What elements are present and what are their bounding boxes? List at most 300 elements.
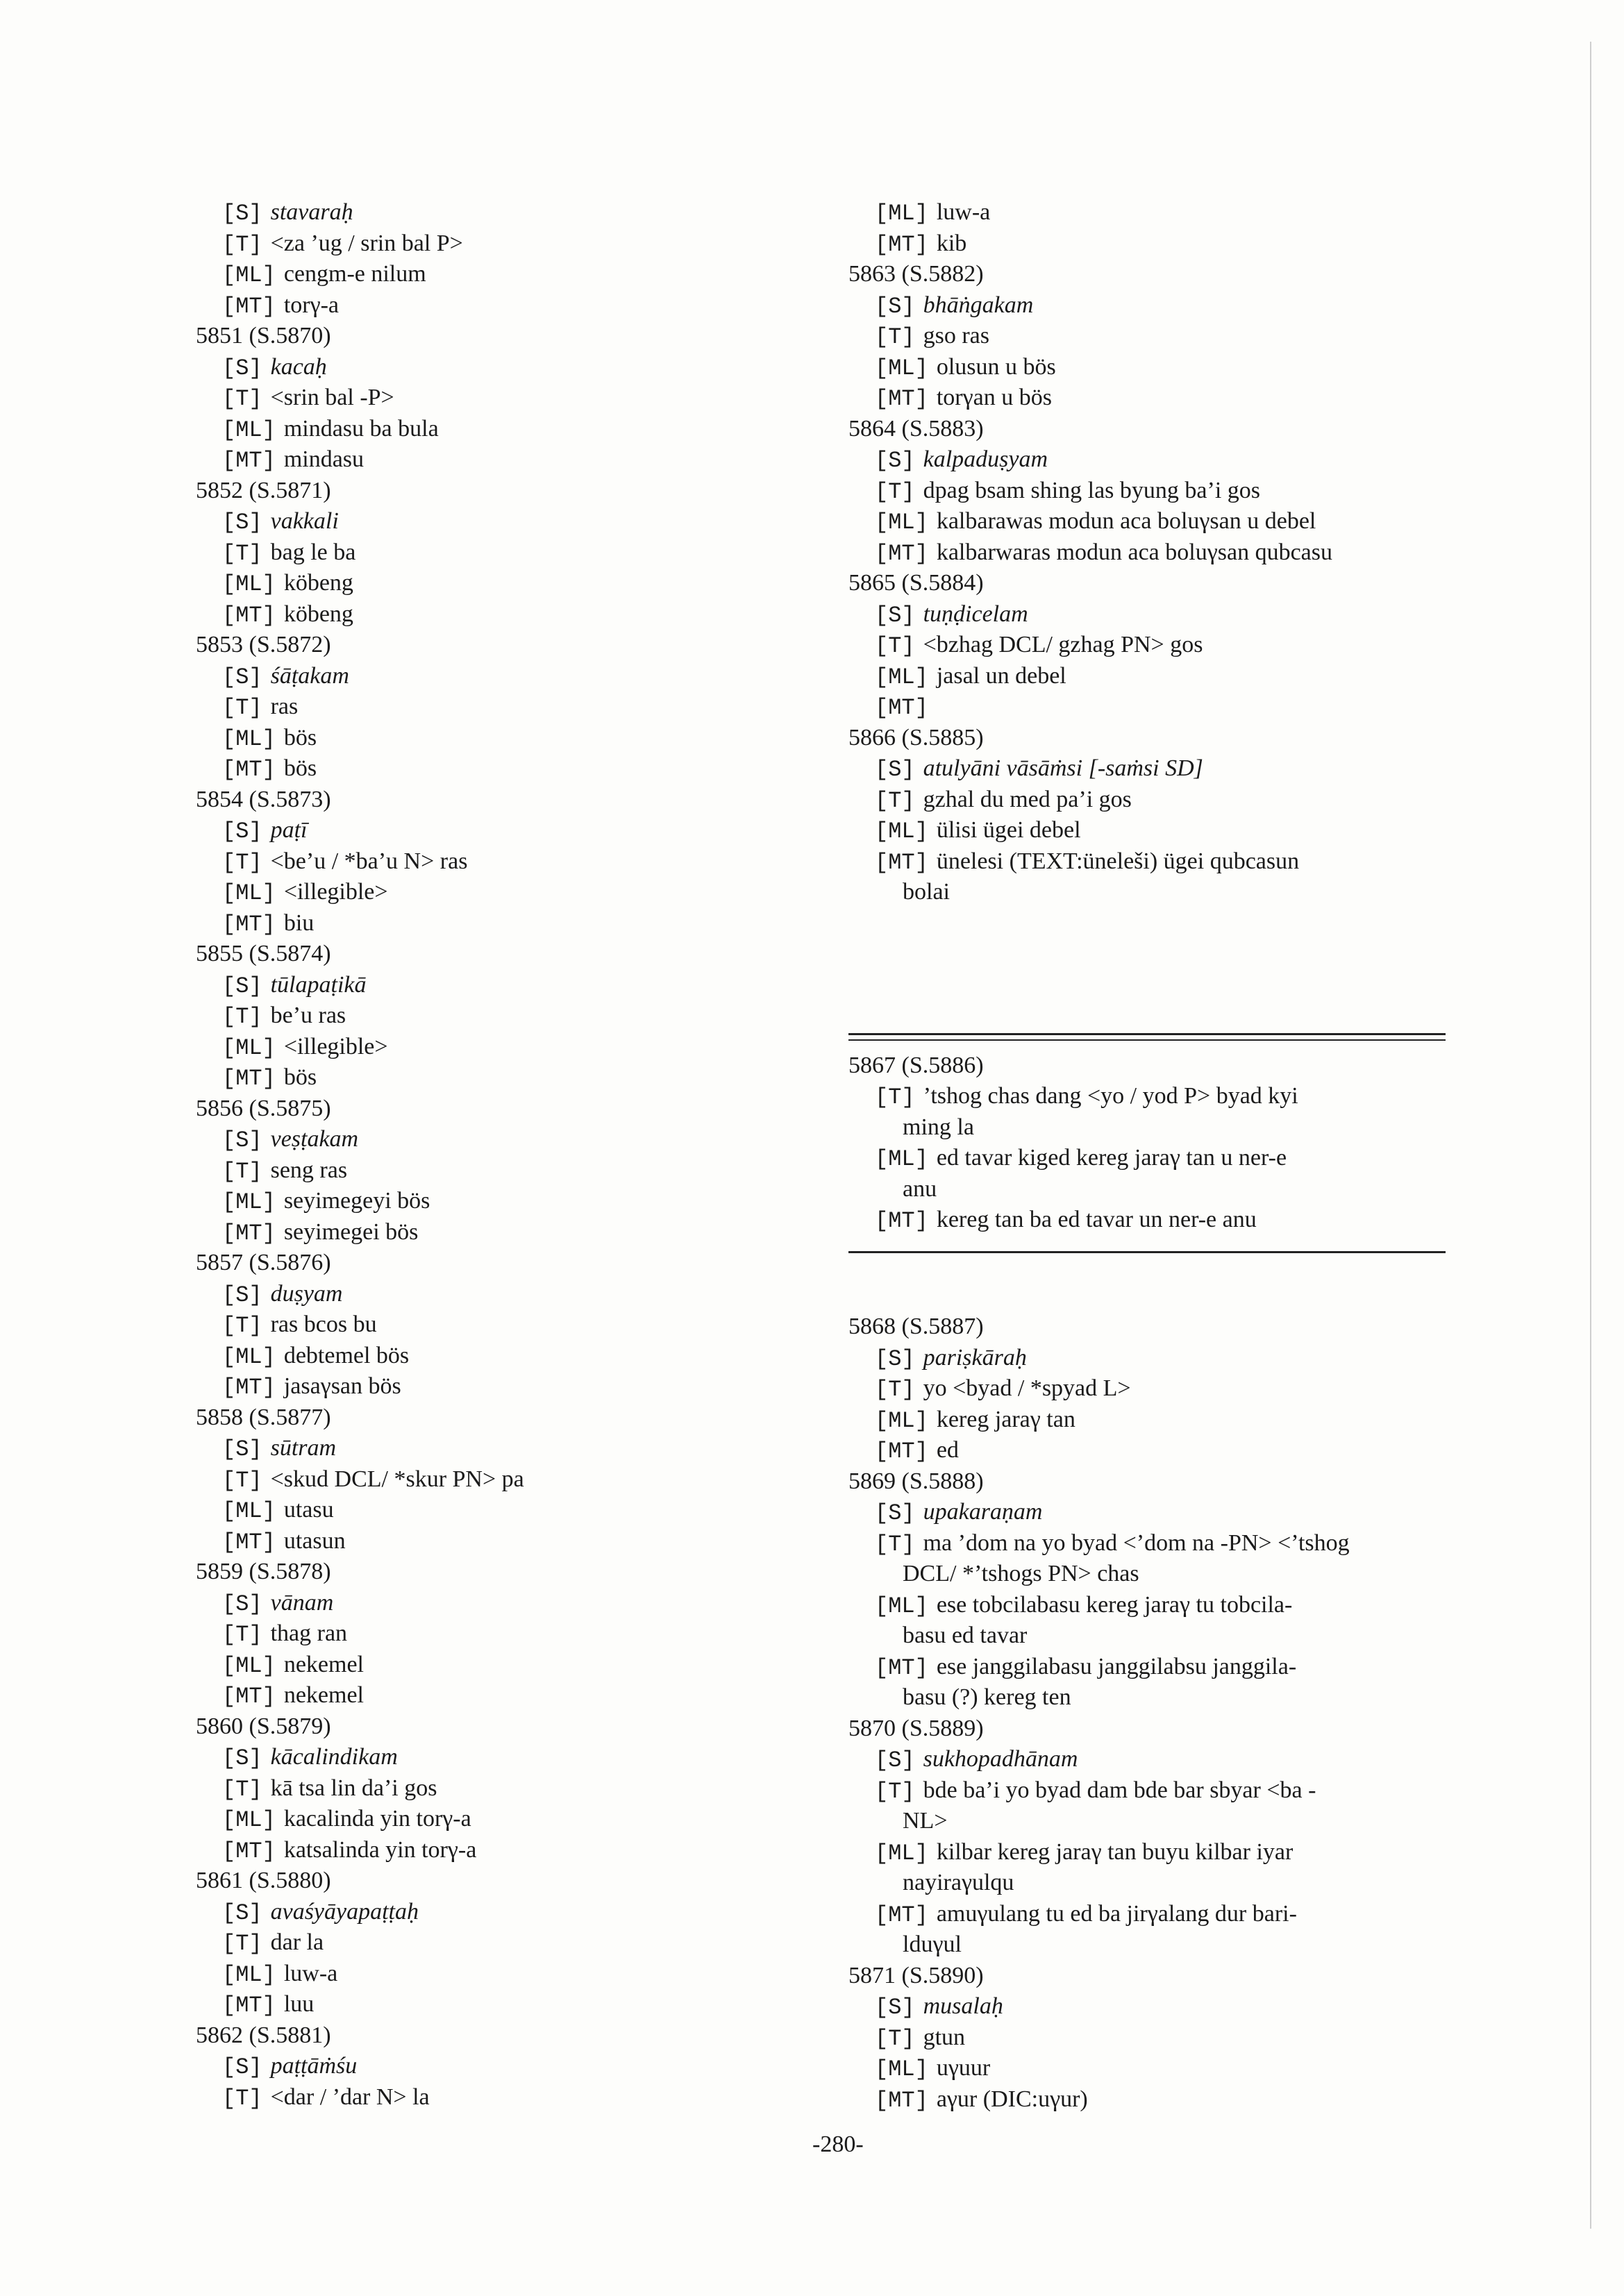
entry-field — [848, 1775, 1543, 1807]
entry-number-text: 5852 (S.5871) — [196, 477, 331, 503]
entry-field — [848, 785, 1543, 816]
entry-field — [196, 1680, 793, 1711]
field-text: seyimegeyi bös — [283, 1188, 430, 1214]
field-text: kereg jaraγ tan — [936, 1406, 1075, 1432]
field-tag: [S] — [875, 1500, 915, 1526]
single-rule — [848, 1251, 1446, 1253]
field-text: musalaḥ — [923, 1993, 1003, 2019]
field-tag: [T] — [222, 695, 262, 721]
field-text: olusun u bös — [936, 353, 1056, 380]
field-tag: [ML] — [222, 1807, 276, 1833]
entry-field — [848, 290, 1543, 321]
entry-field — [196, 2051, 793, 2082]
entry-field — [196, 259, 793, 290]
field-tag: [ML] — [875, 1407, 928, 1434]
field-text: nekemel — [283, 1682, 364, 1708]
continuation-line — [848, 1806, 1543, 1837]
entry-number-text: 5857 (S.5876) — [196, 1250, 331, 1275]
field-tag: [MT] — [222, 1684, 276, 1709]
entry-number-text: 5869 (S.5888) — [848, 1468, 984, 1494]
field-tag: [S] — [222, 510, 262, 535]
field-text: luw-a — [283, 1960, 338, 1986]
entry-number — [196, 476, 793, 507]
field-tag: [S] — [222, 664, 262, 690]
entry-field — [848, 1899, 1543, 1930]
entry-field — [848, 1528, 1543, 1559]
field-text: debtemel bös — [283, 1342, 410, 1368]
entry-field — [848, 1081, 1459, 1112]
field-text: ülisi ügei debel — [936, 817, 1081, 843]
entry-number-text: 5868 (S.5887) — [848, 1314, 984, 1339]
entry-number-text: 5866 (S.5885) — [848, 724, 984, 751]
field-tag: [T] — [875, 1778, 915, 1804]
continuation-line — [848, 1112, 1459, 1143]
field-text: mindasu — [283, 446, 365, 472]
binding-edge — [1590, 42, 1591, 2229]
field-tag: [T] — [875, 1377, 915, 1402]
entry-field — [196, 414, 793, 445]
entry-field — [848, 2084, 1543, 2115]
field-tag: [MT] — [222, 602, 276, 628]
field-tag: [MT] — [875, 231, 928, 258]
field-text: dpag bsam shing las byung ba’i gos — [923, 477, 1261, 503]
field-tag: [T] — [222, 849, 262, 875]
field-text: ming la — [903, 1114, 974, 1140]
field-text: seng ras — [270, 1157, 348, 1183]
field-tag: [MT] — [875, 540, 928, 567]
field-tag: [T] — [222, 540, 262, 567]
entry-field — [196, 692, 793, 723]
field-tag: [ML] — [222, 880, 276, 906]
continuation-line — [848, 1174, 1459, 1205]
field-text: bös — [283, 724, 317, 751]
entry-number-text: 5861 (S.5880) — [196, 1868, 331, 1893]
entry-field — [196, 1279, 793, 1310]
field-text: paṭṭāṁśu — [270, 2053, 358, 2079]
field-tag: [S] — [222, 201, 262, 226]
entry-number-text: 5856 (S.5875) — [196, 1095, 331, 1121]
field-tag: [ML] — [875, 1146, 928, 1172]
entry-field — [196, 723, 793, 754]
entry-field — [196, 1927, 793, 1959]
field-tag: [S] — [222, 1900, 262, 1926]
entry-field — [848, 1343, 1543, 1374]
entry-field — [848, 1405, 1543, 1436]
continuation-line — [848, 877, 1543, 908]
field-tag: [MT] — [222, 911, 276, 937]
field-tag: [MT] — [875, 849, 928, 875]
entry-field — [196, 1371, 793, 1402]
entry-number — [196, 2020, 793, 2052]
entry-field — [196, 1526, 793, 1557]
field-text: paṭī — [270, 817, 308, 843]
field-text: <be’u / *ba’u N> ras — [270, 848, 468, 874]
entry-number — [848, 568, 1543, 599]
entry-field — [196, 846, 793, 878]
field-text: dar la — [270, 1929, 324, 1955]
field-tag: [ML] — [222, 262, 276, 288]
entry-field — [848, 352, 1543, 383]
entry-field — [848, 2053, 1543, 2084]
entry-number — [196, 1402, 793, 1434]
field-tag: [S] — [222, 973, 262, 999]
right-column-top-entries — [848, 197, 1543, 908]
field-tag: [T] — [875, 478, 915, 505]
field-text: ras bcos bu — [270, 1312, 377, 1337]
entry-field — [196, 1433, 793, 1464]
entry-field — [848, 1435, 1543, 1466]
entry-field — [196, 444, 793, 476]
entry-field — [196, 1495, 793, 1526]
entry-field — [848, 692, 1543, 723]
entry-field — [196, 1618, 793, 1650]
field-tag: [S] — [875, 1995, 915, 2020]
entry-field — [196, 1742, 793, 1773]
field-text: pariṣkāraḥ — [923, 1344, 1027, 1371]
field-tag: [S] — [875, 1346, 915, 1372]
entry-field — [196, 908, 793, 939]
entry-field — [196, 1032, 793, 1063]
field-tag: [MT] — [222, 448, 276, 474]
field-tag: [MT] — [222, 1838, 276, 1864]
right-column-bottom-entries — [848, 1312, 1543, 2115]
entry-number-text: 5870 (S.5889) — [848, 1715, 984, 1741]
entry-number-text: 5860 (S.5879) — [196, 1713, 331, 1739]
field-text: sūtram — [270, 1435, 337, 1461]
entry-number-text: 5864 (S.5883) — [848, 415, 984, 442]
entry-field — [196, 2082, 793, 2113]
field-tag: [S] — [222, 1128, 262, 1153]
field-text: torγ-a — [283, 292, 340, 318]
entry-field — [848, 1652, 1543, 1683]
field-text: cengm-e nilum — [283, 261, 426, 287]
spacer — [848, 1281, 1543, 1312]
field-tag: [ML] — [222, 1189, 276, 1215]
field-text: katsalinda yin torγ-a — [283, 1836, 477, 1863]
field-text: <dar / ’dar N> la — [270, 2084, 430, 2110]
entry-field — [848, 1373, 1543, 1405]
field-tag: [MT] — [875, 695, 928, 721]
entry-field — [848, 1497, 1543, 1528]
entry-number-text: 5871 (S.5890) — [848, 1962, 984, 1988]
entry-number — [196, 1711, 793, 1743]
field-tag: [ML] — [222, 1343, 276, 1370]
entry-field — [848, 197, 1543, 228]
entry-field — [196, 1062, 793, 1093]
entry-field — [848, 1143, 1459, 1174]
entry-number — [848, 1713, 1543, 1745]
field-text: tūlapaṭikā — [270, 971, 367, 998]
entry-number — [848, 1312, 1543, 1343]
entry-number — [848, 1050, 1459, 1082]
field-text: kilbar kereg jaraγ tan buyu kilbar iyar — [936, 1838, 1294, 1865]
field-text: nekemel — [283, 1651, 364, 1677]
field-text: amuγulang tu ed ba jirγalang dur bari- — [936, 1900, 1297, 1927]
entry-field — [196, 753, 793, 785]
entry-number — [196, 939, 793, 970]
entry-field — [196, 352, 793, 383]
field-text: kalbarawas modun aca boluγsan u debel — [936, 508, 1316, 534]
field-tag: [MT] — [875, 1654, 928, 1681]
field-text: śāṭakam — [270, 662, 349, 689]
entry-field — [196, 1650, 793, 1681]
field-text: yo <byad / *spyad L> — [923, 1375, 1131, 1401]
entry-field — [848, 661, 1543, 692]
field-tag: [MT] — [222, 1066, 276, 1091]
entry-number — [196, 1093, 793, 1125]
entry-field — [848, 1590, 1543, 1621]
entry-field — [196, 815, 793, 846]
field-text: ’tshog chas dang <yo / yod P> byad kyi — [923, 1083, 1298, 1109]
field-tag: [ML] — [875, 355, 928, 381]
entry-field — [196, 537, 793, 569]
field-text: NL> — [903, 1808, 948, 1834]
entry-number — [848, 1466, 1543, 1498]
entry-number — [848, 723, 1543, 754]
entry-field — [196, 197, 793, 228]
field-text: uγuur — [936, 2055, 991, 2081]
field-text: lduγul — [903, 1932, 962, 1957]
field-tag: [MT] — [222, 757, 276, 782]
entry-field — [848, 1744, 1543, 1775]
entry-number — [196, 630, 793, 661]
field-tag: [T] — [222, 386, 262, 412]
entry-field — [848, 444, 1543, 476]
field-tag: [T] — [222, 1313, 262, 1339]
field-text: bhāṅgakam — [923, 292, 1034, 318]
field-tag: [T] — [222, 1004, 262, 1030]
field-text: ras — [270, 694, 299, 719]
field-tag: [T] — [222, 1776, 262, 1802]
field-tag: [S] — [875, 602, 915, 628]
continuation-line — [848, 1620, 1543, 1652]
entry-field — [196, 1959, 793, 1990]
field-text: köbeng — [283, 601, 353, 627]
entry-field — [196, 1835, 793, 1866]
boxed-entry — [848, 1050, 1459, 1236]
field-tag: [MT] — [875, 386, 928, 412]
field-tag: [ML] — [875, 201, 928, 226]
right-column — [848, 197, 1543, 2115]
entry-number-text: 5867 (S.5886) — [848, 1052, 984, 1078]
field-text: thag ran — [270, 1620, 348, 1646]
field-tag: [S] — [222, 2054, 262, 2080]
field-text: anu — [903, 1175, 937, 1202]
field-tag: [S] — [222, 819, 262, 844]
left-column — [196, 197, 793, 2113]
field-text: sukhopadhānam — [923, 1746, 1078, 1772]
entry-number-text: 5862 (S.5881) — [196, 2022, 331, 2048]
field-tag: [ML] — [875, 1593, 928, 1619]
field-text: bös — [283, 1064, 317, 1090]
entry-number — [848, 414, 1543, 445]
field-tag: [ML] — [222, 1961, 276, 1988]
field-text: ünelesi (TEXT:üneleši) ügei qubcasun — [936, 848, 1300, 874]
field-tag: [T] — [875, 2025, 915, 2052]
entry-field — [848, 228, 1543, 260]
field-text: vakkali — [270, 508, 339, 534]
entry-field — [196, 1309, 793, 1341]
entry-field — [848, 815, 1543, 846]
entry-field — [196, 877, 793, 908]
entry-field — [196, 661, 793, 692]
field-text: jasal un debel — [936, 662, 1066, 689]
entry-number-text: 5854 (S.5873) — [196, 786, 331, 812]
entry-number — [848, 1961, 1543, 1992]
field-tag: [S] — [222, 355, 262, 381]
field-tag: [T] — [222, 1158, 262, 1184]
field-text: kā tsa lin da’i gos — [270, 1775, 437, 1801]
field-text: upakaraṇam — [923, 1499, 1043, 1525]
field-tag: [S] — [875, 757, 915, 782]
field-text: bös — [283, 755, 317, 781]
field-text: bde ba’i yo byad dam bde bar sbyar <ba - — [923, 1777, 1316, 1803]
entry-number-text: 5855 (S.5874) — [196, 941, 331, 966]
entry-field — [196, 1804, 793, 1835]
entry-field — [848, 537, 1543, 569]
field-text: <illegible> — [283, 1033, 388, 1059]
field-text: ese tobcilabasu kereg jaraγ tu tobcila- — [936, 1591, 1293, 1618]
entry-field — [848, 599, 1543, 630]
double-rule — [848, 1033, 1446, 1041]
field-text: ed — [936, 1437, 959, 1463]
field-tag: [T] — [222, 231, 262, 258]
field-tag: [MT] — [222, 293, 276, 319]
entry-number — [196, 1866, 793, 1897]
entry-number-text: 5853 (S.5872) — [196, 632, 331, 657]
entry-number — [196, 321, 793, 352]
entry-field — [196, 1588, 793, 1619]
field-text: basu ed tavar — [903, 1623, 1028, 1648]
field-text: avaśyāyapaṭṭaḥ — [270, 1898, 419, 1925]
entry-number — [196, 785, 793, 816]
field-text: mindasu ba bula — [283, 415, 439, 442]
field-text: veṣṭakam — [270, 1126, 359, 1152]
entry-field — [196, 970, 793, 1001]
field-tag: [T] — [875, 1084, 915, 1110]
entry-field — [196, 1897, 793, 1928]
entry-field — [196, 1186, 793, 1217]
field-tag: [MT] — [875, 1439, 928, 1464]
spacer — [848, 908, 1543, 1026]
entry-field — [196, 1341, 793, 1372]
entry-field — [196, 1155, 793, 1187]
field-text: gzhal du med pa’i gos — [923, 786, 1132, 812]
entry-number — [196, 1248, 793, 1279]
field-tag: [T] — [875, 1531, 915, 1557]
field-tag: [ML] — [875, 819, 928, 844]
entry-field — [848, 383, 1543, 414]
entry-number-text: 5858 (S.5877) — [196, 1404, 331, 1430]
field-text: <illegible> — [283, 879, 388, 905]
field-tag: [ML] — [222, 417, 276, 443]
field-tag: [MT] — [222, 1529, 276, 1555]
field-text: <skud DCL/ *skur PN> pa — [270, 1466, 524, 1492]
entry-field — [196, 1773, 793, 1804]
field-tag: [ML] — [875, 1840, 928, 1866]
field-tag: [S] — [875, 1748, 915, 1773]
field-tag: [S] — [222, 1745, 262, 1771]
field-tag: [MT] — [222, 1375, 276, 1400]
field-tag: [T] — [222, 2085, 262, 2111]
entry-field — [196, 383, 793, 414]
field-text: biu — [283, 910, 315, 936]
field-text: ma ’dom na yo byad <’dom na -PN> <’tshog — [923, 1530, 1350, 1556]
field-text: be’u ras — [270, 1003, 346, 1028]
field-text: <srin bal -P> — [270, 385, 394, 410]
field-tag: [MT] — [875, 2087, 928, 2113]
field-tag: [T] — [222, 1467, 262, 1493]
field-tag: [S] — [875, 293, 915, 319]
entry-number-text: 5865 (S.5884) — [848, 570, 984, 596]
field-text: kācalindikam — [270, 1744, 398, 1770]
field-text: atulyāni vāsāṁsi [-saṁsi SD] — [923, 755, 1203, 781]
field-text: DCL/ *’tshogs PN> chas — [903, 1561, 1139, 1586]
field-tag: [T] — [875, 787, 915, 814]
field-text: aγur (DIC:uγur) — [936, 2086, 1088, 2112]
field-text: kereg tan ba ed tavar un ner-e anu — [936, 1207, 1257, 1232]
entry-field — [848, 506, 1543, 537]
field-text: bag le ba — [270, 539, 356, 565]
entry-field — [848, 2022, 1543, 2054]
entry-field — [848, 630, 1543, 661]
field-text: basu (?) kereg ten — [903, 1684, 1071, 1710]
field-text: kalpaduṣyam — [923, 446, 1048, 472]
field-text: gso ras — [923, 323, 989, 349]
field-tag: [MT] — [222, 1993, 276, 2018]
field-tag: [ML] — [875, 2056, 928, 2082]
field-tag: [T] — [875, 324, 915, 350]
entry-field — [848, 476, 1543, 507]
entry-number-text: 5851 (S.5870) — [196, 323, 331, 349]
field-tag: [S] — [222, 1436, 262, 1462]
field-text: seyimegei bös — [283, 1218, 419, 1245]
field-text: utasu — [283, 1497, 334, 1523]
continuation-line — [848, 1929, 1543, 1961]
entry-field — [848, 1205, 1459, 1236]
field-tag: [ML] — [222, 571, 276, 597]
field-text: luw-a — [936, 199, 991, 225]
entry-field — [196, 1464, 793, 1495]
field-tag: [ML] — [222, 1034, 276, 1061]
entry-field — [196, 1000, 793, 1032]
entry-field — [196, 568, 793, 599]
field-tag: [ML] — [222, 1652, 276, 1679]
continuation-line — [848, 1682, 1543, 1713]
entry-number — [196, 1557, 793, 1588]
field-text: torγan u bös — [936, 385, 1052, 410]
entry-number — [848, 259, 1543, 290]
field-text: köbeng — [283, 570, 353, 596]
field-tag: [S] — [222, 1282, 262, 1308]
field-tag: [T] — [875, 633, 915, 659]
field-tag: [ML] — [222, 1498, 276, 1524]
field-tag: [MT] — [222, 1220, 276, 1246]
entry-field — [196, 599, 793, 630]
field-text: <za ’ug / srin bal P> — [270, 230, 463, 256]
field-tag: [S] — [875, 448, 915, 474]
field-text: vānam — [270, 1589, 334, 1616]
field-text: luu — [283, 1991, 315, 2017]
continuation-line — [848, 1868, 1543, 1899]
field-text: ed tavar kiged kereg jaraγ tan u ner-e — [936, 1145, 1287, 1171]
field-text: <bzhag DCL/ gzhag PN> gos — [923, 632, 1203, 657]
entry-field — [196, 290, 793, 321]
entry-field — [848, 321, 1543, 352]
field-text: kacaḥ — [270, 353, 327, 380]
entry-field — [196, 1989, 793, 2020]
entry-field — [848, 753, 1543, 785]
